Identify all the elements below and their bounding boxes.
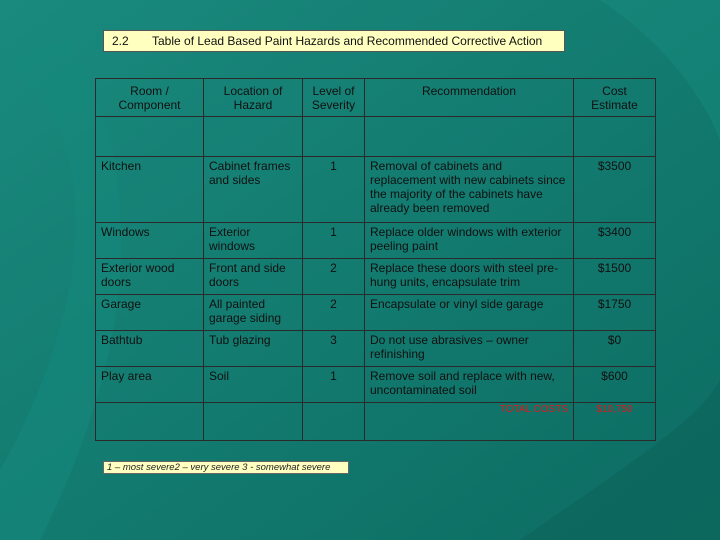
cell-cost: $1750 — [574, 295, 656, 331]
cell-severity: 3 — [303, 331, 365, 367]
cell-room: Bathtub — [96, 331, 204, 367]
cell-location: Cabinet frames and sides — [204, 157, 303, 223]
header-location: Location of Hazard — [204, 79, 303, 117]
header-row — [96, 79, 656, 117]
cell-severity: 1 — [303, 157, 365, 223]
total-label: TOTAL COSTS — [365, 403, 574, 441]
total-value: $10,750 — [574, 403, 656, 441]
cell-room: Garage — [96, 295, 204, 331]
cell-cost: $0 — [574, 331, 656, 367]
cell-cost: $3500 — [574, 157, 656, 223]
table-row — [96, 223, 656, 259]
cell-recommendation: Encapsulate or vinyl side garage — [365, 295, 574, 331]
hazards-table — [95, 78, 656, 441]
severity-legend: 1 – most severe2 – very severe 3 - somewhat severe — [103, 461, 349, 474]
cell-recommendation: Replace older windows with exterior peeling paint — [365, 223, 574, 259]
table-row — [96, 367, 656, 403]
header-room: Room / Component — [96, 79, 204, 117]
table-title — [103, 30, 565, 52]
cell-location: Tub glazing — [204, 331, 303, 367]
cell-location: All painted garage siding — [204, 295, 303, 331]
cell-recommendation: Do not use abrasives – owner refinishing — [365, 331, 574, 367]
header-cost: Cost Estimate — [574, 79, 656, 117]
cell-severity: 2 — [303, 295, 365, 331]
cell-severity: 2 — [303, 259, 365, 295]
cell-cost: $600 — [574, 367, 656, 403]
spacer-row — [96, 117, 656, 157]
header-recommendation: Recommendation — [365, 79, 574, 117]
total-row — [96, 403, 656, 441]
cell-severity: 1 — [303, 223, 365, 259]
cell-room: Kitchen — [96, 157, 204, 223]
cell-location: Front and side doors — [204, 259, 303, 295]
cell-severity: 1 — [303, 367, 365, 403]
table-row — [96, 331, 656, 367]
cell-recommendation: Removal of cabinets and replacement with new cabinets since the majority of the cabinets have already been removed — [365, 157, 574, 223]
cell-location: Soil — [204, 367, 303, 403]
cell-recommendation: Remove soil and replace with new, uncontaminated soil — [365, 367, 574, 403]
cell-room: Exterior wood doors — [96, 259, 204, 295]
cell-cost: $3400 — [574, 223, 656, 259]
cell-room: Windows — [96, 223, 204, 259]
cell-cost: $1500 — [574, 259, 656, 295]
header-severity: Level of Severity — [303, 79, 365, 117]
cell-recommendation: Replace these doors with steel pre-hung units, encapsulate trim — [365, 259, 574, 295]
table-row — [96, 157, 656, 223]
table-row — [96, 259, 656, 295]
section-number: 2.2 — [112, 34, 129, 48]
cell-room: Play area — [96, 367, 204, 403]
title-text: Table of Lead Based Paint Hazards and Recommended Corrective Action — [152, 34, 543, 48]
cell-location: Exterior windows — [204, 223, 303, 259]
table-row — [96, 295, 656, 331]
